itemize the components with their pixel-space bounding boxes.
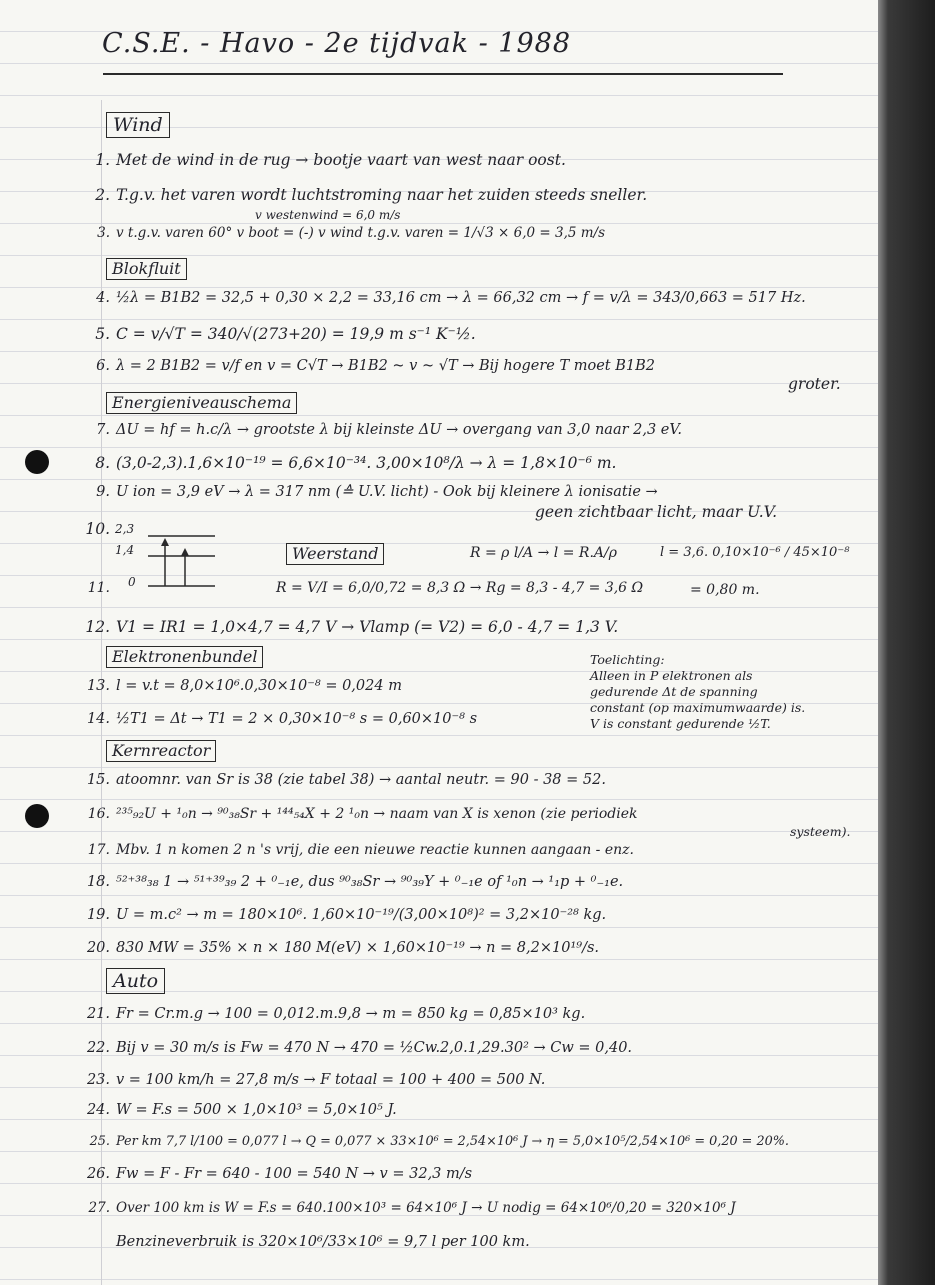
line-number: 18. xyxy=(86,874,110,890)
answer-line-15 xyxy=(72,772,606,788)
answer-line-25 xyxy=(72,1134,789,1149)
arrowhead-1 xyxy=(161,538,169,546)
answer-line-2 xyxy=(72,186,647,204)
line-number: 21. xyxy=(86,1006,110,1022)
line-text: (3,0-2,3).1,6×10⁻¹⁹ = 6,6×10⁻³⁴. 3,00×10⁸/λ → λ = 1,8×10⁻⁶ m. xyxy=(116,454,617,472)
answer-line-8 xyxy=(72,454,617,472)
line-text: geen zichtbaar licht, maar U.V. xyxy=(535,503,778,521)
punch-hole-bottom xyxy=(25,804,49,828)
line-text: Fw = F - Fr = 640 - 100 = 540 N → v = 32,3 m/s xyxy=(116,1166,473,1182)
section-wind: Wind xyxy=(106,112,170,138)
answer-line-22 xyxy=(72,1040,632,1056)
answer-line-9b xyxy=(535,503,777,521)
line-text: systeem). xyxy=(790,824,851,839)
line-text: v westenwind = 6,0 m/s xyxy=(255,208,401,222)
line-text: Bij v = 30 m/s is Fw = 470 N → 470 = ½Cw.2,0.1,29.30² → Cw = 0,40. xyxy=(116,1040,633,1056)
line-number: 24. xyxy=(86,1102,110,1118)
line-number: 8. xyxy=(95,454,110,472)
line-text: ½λ = B1B2 = 32,5 + 0,30 × 2,2 = 33,16 cm → λ = 66,32 cm → f = v/λ = 343/0,663 = 517 Hz. xyxy=(116,290,806,306)
line-text: Over 100 km is W = F.s = 640.100×10³ = 64×10⁶ J → U nodig = 64×10⁶/0,20 = 320×10⁶ J xyxy=(116,1200,736,1216)
line-text: T.g.v. het varen wordt luchtstroming naar het zuiden steeds sneller. xyxy=(116,186,648,204)
line-number: 9. xyxy=(96,484,110,500)
answer-line-24 xyxy=(72,1102,397,1118)
length-result: = 0,80 m. xyxy=(690,582,760,598)
answer-line-27 xyxy=(72,1200,736,1216)
line-text: λ = 2 B1B2 = v/f en v = C√T → B1B2 ~ v ~ √T → Bij hogere T moet B1B2 xyxy=(116,358,655,374)
line-text: W = F.s = 500 × 1,0×10³ = 5,0×10⁵ J. xyxy=(116,1102,397,1118)
line-number: 19. xyxy=(86,907,110,923)
section-kernreactor: Kernreactor xyxy=(106,740,216,762)
page-title: C.S.E. - Havo - 2e tijdvak - 1988 xyxy=(102,28,572,59)
answer-line-16 xyxy=(72,806,638,822)
line-text: U ion = 3,9 eV → λ = 317 nm (≙ U.V. licht) - Ook bij kleinere λ ionisatie → xyxy=(116,484,658,500)
arrowhead-2 xyxy=(181,548,189,556)
answer-line-11 xyxy=(72,580,643,596)
answer-line-1 xyxy=(72,151,566,169)
note-line-1: Alleen in P elektronen als xyxy=(590,668,753,683)
note-line-3: constant (op maximumwaarde) is. xyxy=(590,700,806,715)
answer-line-19 xyxy=(72,907,606,923)
answer-line-21 xyxy=(72,1006,585,1022)
line-text: ½T1 = Δt → T1 = 2 × 0,30×10⁻⁸ s = 0,60×10⁻⁸ s xyxy=(116,711,478,727)
line-number: 12. xyxy=(85,618,110,636)
line-text: C = v/√T = 340/√(273+20) = 19,9 m s⁻¹ K⁻½. xyxy=(116,325,476,343)
line-number: 7. xyxy=(96,422,110,438)
line-text: groter. xyxy=(788,375,841,393)
section-elektronenbundel: Elektronenbundel xyxy=(106,646,263,668)
answer-line-27b xyxy=(116,1234,530,1250)
line-number: 1. xyxy=(95,151,110,169)
length-calc: l = 3,6. 0,10×10⁻⁶ / 45×10⁻⁸ xyxy=(660,545,850,560)
energy-level-diagram xyxy=(110,524,230,614)
line-text: ⁵²⁺³⁸₃₈ 1 → ⁵¹⁺³⁹₃₉ 2 + ⁰₋₁e, dus ⁹⁰₃₈Sr → ⁹⁰₃₉Y + ⁰₋₁e of ¹₀n → ¹₁p + ⁰₋₁e. xyxy=(116,874,624,890)
line-number: 26. xyxy=(86,1166,110,1182)
line-text: 830 MW = 35% × n × 180 M(eV) × 1,60×10⁻¹⁹ → n = 8,2×10¹⁹/s. xyxy=(116,940,600,956)
answer-line-26 xyxy=(72,1166,472,1182)
answer-line-18 xyxy=(72,874,623,890)
level-label-2-3: 2,3 xyxy=(115,522,135,536)
line-text: Mbv. 1 n komen 2 n 's vrij, die een nieuwe reactie kunnen aangaan - enz. xyxy=(116,842,634,858)
answer-line-7 xyxy=(72,422,682,438)
answer-line-9 xyxy=(72,484,658,500)
answer-line-12 xyxy=(72,618,618,636)
line-text: v t.g.v. varen 60° v boot = (-) v wind t.g.v. varen = 1/√3 × 6,0 = 3,5 m/s xyxy=(116,225,606,241)
answer-line-5 xyxy=(72,325,476,343)
line-number: 4. xyxy=(96,290,110,306)
line-number: 23. xyxy=(86,1072,110,1088)
line-number: 20. xyxy=(86,940,110,956)
line-text: R = V/I = 6,0/0,72 = 8,3 Ω → Rg = 8,3 - 4,7 = 3,6 Ω xyxy=(276,580,644,596)
line-text: ΔU = hf = h.c/λ → grootste λ bij kleinste ΔU → overgang van 3,0 naar 2,3 eV. xyxy=(116,422,682,438)
line-number: 13. xyxy=(86,678,110,694)
line-number: 3. xyxy=(97,225,110,241)
line-text: ²³⁵₉₂U + ¹₀n → ⁹⁰₃₈Sr + ¹⁴⁴₅₄X + 2 ¹₀n → naam van X is xenon (zie periodiek xyxy=(116,806,638,822)
line-text: U = m.c² → m = 180×10⁶. 1,60×10⁻¹⁹/(3,00×10⁸)² = 3,2×10⁻²⁸ kg. xyxy=(116,907,607,923)
line-text: atoomnr. van Sr is 38 (zie tabel 38) → aantal neutr. = 90 - 38 = 52. xyxy=(116,772,606,788)
answer-line-16b xyxy=(790,824,850,839)
page-edge-shadow xyxy=(878,0,935,1285)
line-number: 11. xyxy=(87,580,110,596)
line-number: 14. xyxy=(86,711,110,727)
line-text: Benzineverbruik is 320×10⁶/33×10⁶ = 9,7 l per 100 km. xyxy=(116,1234,530,1250)
answer-line-20 xyxy=(72,940,599,956)
answer-line-4 xyxy=(72,290,806,306)
line-number: 15. xyxy=(86,772,110,788)
answer-line-3-label xyxy=(255,208,400,222)
answer-line-14 xyxy=(72,711,477,727)
line-number: 5. xyxy=(95,325,110,343)
line-number: 25. xyxy=(89,1134,110,1149)
answer-line-17 xyxy=(72,842,634,858)
section-weerstand: Weerstand xyxy=(286,543,384,565)
line-text: Fr = Cr.m.g → 100 = 0,012.m.9,8 → m = 850 kg = 0,85×10³ kg. xyxy=(116,1006,586,1022)
line-text: v = 100 km/h = 27,8 m/s → F totaal = 100 + 400 = 500 N. xyxy=(116,1072,546,1088)
line-text: Met de wind in de rug → bootje vaart van west naar oost. xyxy=(116,151,566,169)
resistance-formula: R = ρ l/A → l = R.A/ρ xyxy=(470,545,617,561)
line-number: 6. xyxy=(96,358,110,374)
note-title: Toelichting: xyxy=(590,652,665,667)
section-energieniveauschema: Energieniveauschema xyxy=(106,392,297,414)
note-line-4: V is constant gedurende ½T. xyxy=(590,716,771,731)
line-number: 16. xyxy=(87,806,110,822)
line-number: 2. xyxy=(95,186,110,204)
line-text: l = v.t = 8,0×10⁶.0,30×10⁻⁸ = 0,024 m xyxy=(116,678,402,694)
level-label-1-4: 1,4 xyxy=(115,543,135,557)
line-number: 27. xyxy=(88,1200,110,1216)
answer-line-6b xyxy=(788,375,841,393)
line-text: Per km 7,7 l/100 = 0,077 l → Q = 0,077 × 33×10⁶ = 2,54×10⁶ J → η = 5,0×10⁵/2,54×10⁶ = 0,20 = 20%. xyxy=(116,1134,789,1149)
line-text: V1 = IR1 = 1,0×4,7 = 4,7 V → Vlamp (= V2) = 6,0 - 4,7 = 1,3 V. xyxy=(116,618,619,636)
title-underline xyxy=(103,73,783,75)
answer-line-13 xyxy=(72,678,402,694)
answer-line-3 xyxy=(72,225,605,241)
section-auto: Auto xyxy=(106,968,165,994)
line-number: 10. xyxy=(85,520,110,538)
answer-line-6 xyxy=(72,358,655,374)
punch-hole-top xyxy=(25,450,49,474)
section-blokfluit: Blokfluit xyxy=(106,258,187,280)
level-label-0: 0 xyxy=(128,575,136,589)
answer-line-23 xyxy=(72,1072,545,1088)
note-line-2: gedurende Δt de spanning xyxy=(590,684,758,699)
line-number: 17. xyxy=(87,842,110,858)
line-number: 22. xyxy=(86,1040,110,1056)
